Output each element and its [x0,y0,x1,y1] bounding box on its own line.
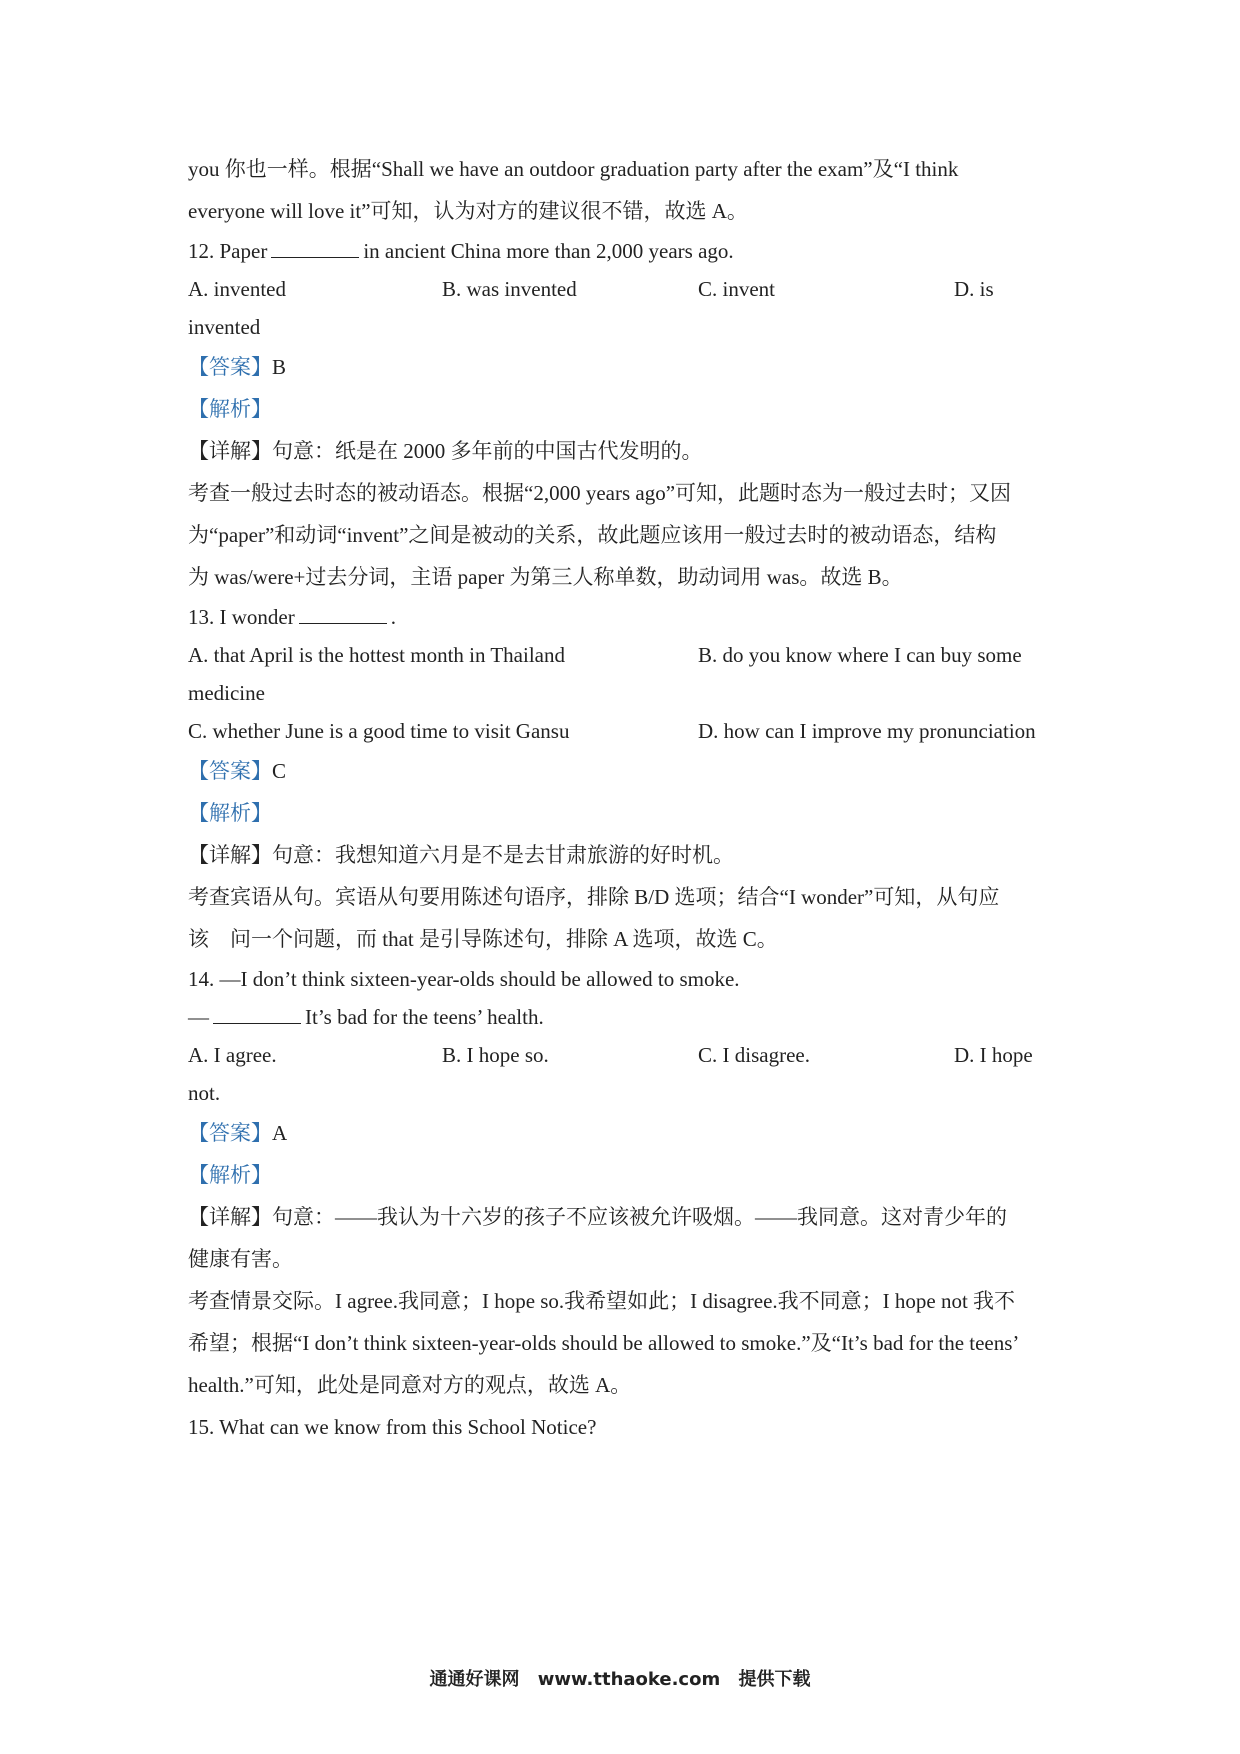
explanation-line: 考查情景交际。I agree.我同意；I hope so.我希望如此；I disagree.我不同意；I hope not 我不 [188,1289,1016,1313]
explanation-line: 考查一般过去时态的被动语态。根据“2,000 years ago”可知，此题时态为一般过去时；又因 [188,481,1012,505]
question-14-options [188,1036,1068,1074]
answer-blank [271,256,359,258]
footer-site-name: 通通好课网 [429,1669,520,1690]
explanation-line: 该 问一个问题，而 that 是引导陈述句，排除 A 选项，故选 C。 [188,927,778,951]
answer-tag: 【答案】 [188,1121,272,1145]
option-b: B. do you know where I can buy some [698,643,1022,667]
option-b: B. I hope so. [442,1043,549,1067]
answer-value: A [272,1121,288,1145]
question-13-prefix: 13. I wonder [188,605,295,629]
option-a: A. invented [188,277,286,301]
question-12 [188,232,1068,270]
option-d: D. I hope [954,1043,1033,1067]
question-12-suffix: in ancient China more than 2,000 years ago. [363,239,734,263]
question-12-prefix: 12. Paper [188,239,268,263]
detail-line: 【详解】句意：纸是在 2000 多年前的中国古代发明的。 [188,439,703,463]
question-14: 14. —I don’t think sixteen-year-olds should be allowed to smoke. [188,967,740,991]
question-15: 15. What can we know from this School Notice? [188,1415,597,1439]
document-body [188,148,1068,1448]
explanation-line: 考查宾语从句。宾语从句要用陈述句语序，排除 B/D 选项；结合“I wonder”可知，从句应 [188,885,1000,909]
option-wrap: invented [188,315,261,339]
explanation-line: 为“paper”和动词“invent”之间是被动的关系，故此题应该用一般过去时的被动语态，结构 [188,523,997,547]
option-d: D. is [954,277,994,301]
answer-tag: 【答案】 [188,355,272,379]
paragraph-line: everyone will love it”可知，认为对方的建议很不错，故选 A。 [188,199,748,223]
explanation-line: 希望；根据“I don’t think sixteen-year-olds should be allowed to smoke.”及“It’s bad for the teens’ [188,1331,1020,1355]
analysis-tag: 【解析】 [188,397,272,421]
question-13-options-ab [188,636,1068,674]
analysis-tag: 【解析】 [188,1163,272,1187]
option-d: D. how can I improve my pronunciation [698,719,1036,743]
paragraph-line: you 你也一样。根据“Shall we have an outdoor graduation party after the exam”及“I think [188,157,959,181]
answer-blank [299,622,387,624]
explanation-line: health.”可知，此处是同意对方的观点，故选 A。 [188,1373,632,1397]
question-13-suffix: . [390,605,396,629]
option-c: C. whether June is a good time to visit Gansu [188,719,570,743]
footer-action: 提供下载 [738,1669,811,1690]
explanation-line: 为 was/were+过去分词，主语 paper 为第三人称单数，助动词用 was。故选 B。 [188,565,903,589]
detail-line: 健康有害。 [188,1247,293,1271]
detail-line: 【详解】句意：我想知道六月是不是去甘肃旅游的好时机。 [188,843,734,867]
question-13-options-cd [188,712,1068,750]
answer-value: C [272,759,287,783]
question-14-reply [188,998,1068,1036]
answer-value: B [272,355,287,379]
option-a: A. I agree. [188,1043,277,1067]
option-c: C. invent [698,277,775,301]
question-12-options [188,270,1068,308]
analysis-tag: 【解析】 [188,801,272,825]
option-wrap: not. [188,1081,221,1105]
detail-line: 【详解】句意：——我认为十六岁的孩子不应该被允许吸烟。——我同意。这对青少年的 [188,1205,1007,1229]
option-b: B. was invented [442,277,577,301]
answer-line [188,1112,1068,1154]
answer-line [188,346,1068,388]
page-footer [0,1665,1240,1691]
answer-blank [213,1022,301,1024]
footer-url[interactable]: www.tthaoke.com [537,1669,721,1690]
option-wrap: medicine [188,681,265,705]
question-13 [188,598,1068,636]
reply-dash: — [188,1005,209,1029]
option-c: C. I disagree. [698,1043,810,1067]
answer-tag: 【答案】 [188,759,272,783]
reply-suffix: It’s bad for the teens’ health. [305,1005,544,1029]
option-a: A. that April is the hottest month in Thailand [188,643,565,667]
answer-line [188,750,1068,792]
